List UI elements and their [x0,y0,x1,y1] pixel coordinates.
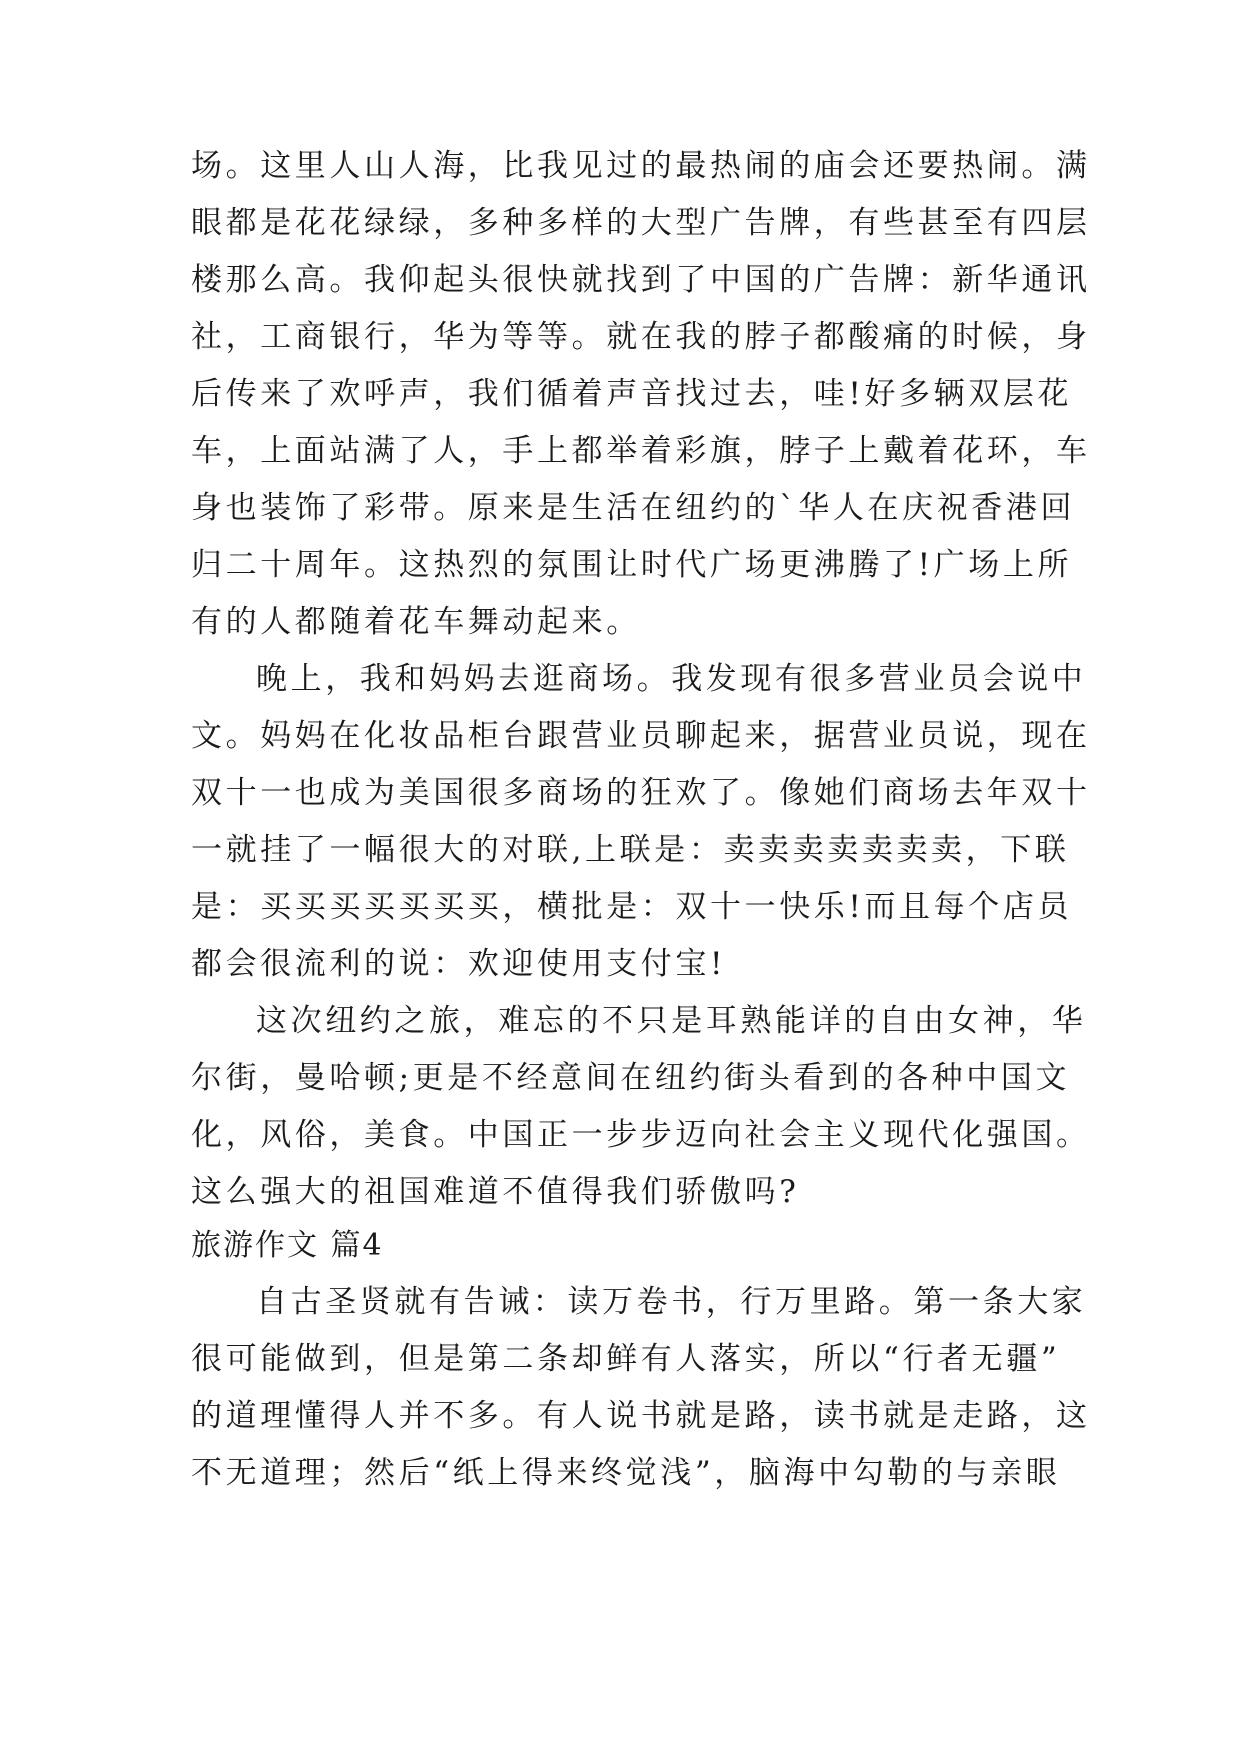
text-line: 化，风俗，美食。中国正一步步迈向社会主义现代化强国。 [191,1117,1091,1153]
paragraph-first-line: 晚上，我和妈妈去逛商场。我发现有很多营业员会说中 [256,661,1087,697]
text-line: 文。妈妈在化妆品柜台跟营业员聊起来，据营业员说，现在 [191,718,1091,754]
text-line: 一就挂了一幅很大的对联,上联是：卖卖卖卖卖卖卖，下联 [191,832,1070,868]
text-line: 车，上面站满了人，手上都举着彩旗，脖子上戴着花环，车 [191,433,1091,469]
text-line: 的道理懂得人并不多。有人说书就是路，读书就是走路，这 [191,1398,1091,1434]
text-line: 都会很流利的说：欢迎使用支付宝! [191,946,727,982]
text-line: 后传来了欢呼声，我们循着声音找过去，哇!好多辆双层花 [191,376,1073,412]
text-line: 社，工商银行，华为等等。就在我的脖子都酸痛的时候，身 [191,319,1091,355]
text-line: 楼那么高。我仰起头很快就找到了中国的广告牌：新华通讯 [191,262,1091,298]
text-line: 这么强大的祖国难道不值得我们骄傲吗? [191,1174,800,1210]
text-line: 身也装饰了彩带。原来是生活在纽约的`华人在庆祝香港回 [191,490,1076,526]
paragraph-first-line: 这次纽约之旅，难忘的不只是耳熟能详的自由女神，华 [256,1003,1087,1039]
section-heading: 旅游作文 篇4 [191,1228,384,1263]
text-line: 眼都是花花绿绿，多种多样的大型广告牌，有些甚至有四层 [191,205,1091,241]
text-line: 尔街，曼哈顿;更是不经意间在纽约街头看到的各种中国文 [191,1060,1071,1096]
text-line: 很可能做到，但是第二条却鲜有人落实，所以“行者无疆” [191,1341,1061,1377]
text-line: 是：买买买买买买买，横批是：双十一快乐!而且每个店员 [191,889,1073,925]
text-line: 不无道理；然后“纸上得来终觉浅”，脑海中勾勒的与亲眼 [191,1455,1061,1491]
text-line: 归二十周年。这热烈的氛围让时代广场更沸腾了!广场上所 [191,547,1073,583]
text-line: 有的人都随着花车舞动起来。 [191,604,641,640]
text-line: 场。这里人山人海，比我见过的最热闹的庙会还要热闹。满 [191,148,1091,184]
paragraph-first-line: 自古圣贤就有告诫：读万卷书，行万里路。第一条大家 [256,1284,1087,1320]
text-line: 双十一也成为美国很多商场的狂欢了。像她们商场去年双十 [191,775,1091,811]
